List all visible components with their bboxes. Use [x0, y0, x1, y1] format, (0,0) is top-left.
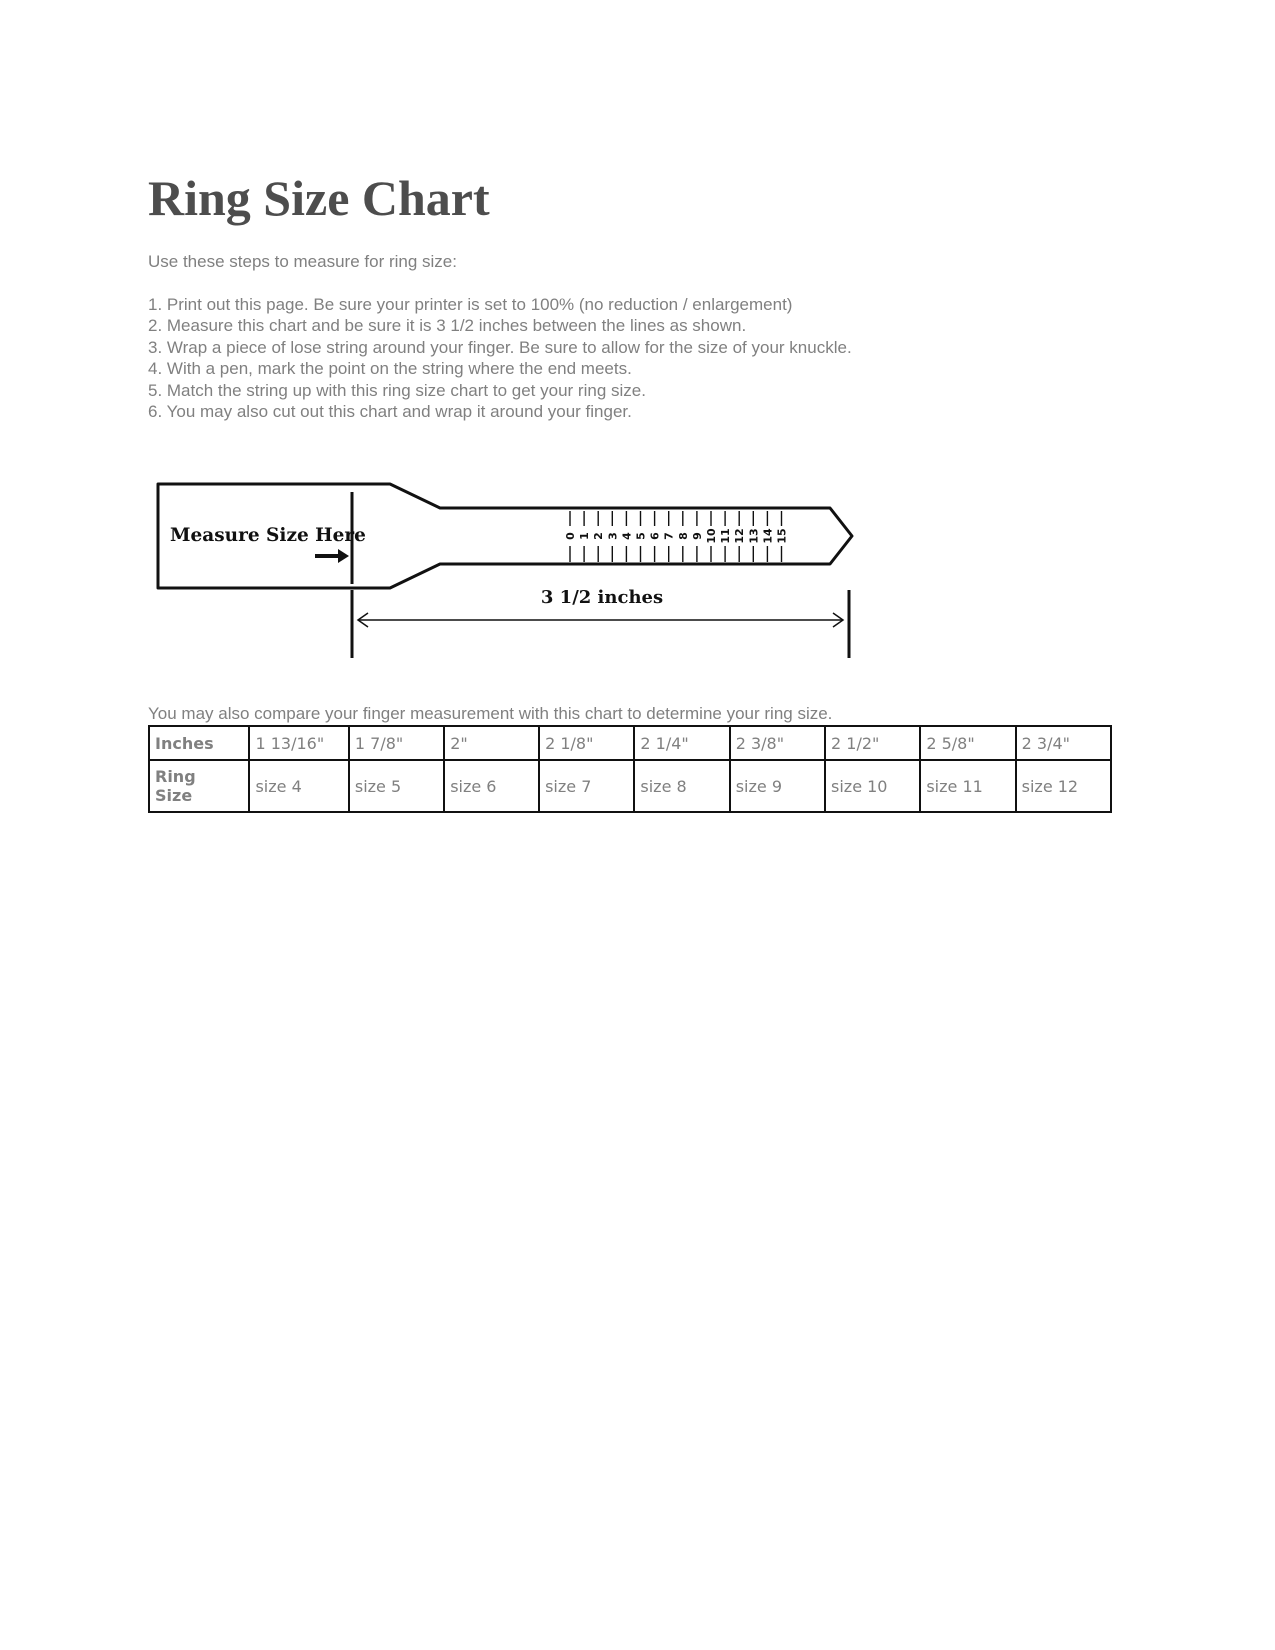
ring-size-header-line1: Ring — [155, 767, 196, 786]
tick-label: 15 — [775, 528, 789, 544]
step-item: 3. Wrap a piece of lose string around your finger. Be sure to allow for the size of your knuckle. — [148, 337, 852, 357]
table-cell: size 4 — [249, 760, 348, 812]
tick-label: 12 — [733, 528, 747, 544]
table-cell: 2 3/8" — [730, 726, 825, 760]
table-cell: size 7 — [539, 760, 634, 812]
compare-text: You may also compare your finger measurement with this chart to determine your ring size. — [148, 704, 833, 723]
table-cell: size 12 — [1016, 760, 1111, 812]
page-title: Ring Size Chart — [148, 170, 490, 226]
tick-label: 1 — [578, 532, 592, 540]
tick-label: 0 — [564, 532, 577, 540]
ring-sizer-ruler — [152, 478, 862, 673]
table-cell: size 5 — [349, 760, 444, 812]
table-cell: 1 13/16" — [249, 726, 348, 760]
step-item: 1. Print out this page. Be sure your printer is set to 100% (no reduction / enlargement) — [148, 295, 793, 314]
tick-label: 4 — [620, 532, 634, 540]
tick-label: 5 — [634, 532, 648, 540]
step-item: 4. With a pen, mark the point on the string where the end meets. — [148, 359, 632, 379]
table-cell: 1 7/8" — [349, 726, 444, 760]
inches-row — [149, 726, 1111, 760]
table-cell: 2 1/8" — [539, 726, 634, 760]
tick-label: 13 — [747, 528, 761, 544]
tick-label: 14 — [761, 528, 775, 544]
step-item: 5. Match the string up with this ring size chart to get your ring size. — [148, 380, 646, 400]
step-item: 2. Measure this chart and be sure it is 3 1/2 inches between the lines as shown. — [148, 316, 747, 336]
tick-label: 11 — [719, 528, 733, 544]
table-cell: 2 5/8" — [920, 726, 1015, 760]
intro-text: Use these steps to measure for ring size: — [148, 252, 457, 271]
ring-sizer-drawing — [152, 478, 862, 673]
table-cell: size 8 — [634, 760, 729, 812]
table-cell: size 10 — [825, 760, 920, 812]
table-cell: 2 3/4" — [1016, 726, 1111, 760]
tick-label: 6 — [648, 532, 662, 540]
table-cell: 2 1/4" — [634, 726, 729, 760]
table-cell: size 11 — [920, 760, 1015, 812]
tick-label: 9 — [690, 532, 704, 540]
tick-label: 2 — [592, 532, 606, 540]
step-item: 6. You may also cut out this chart and wrap it around your finger. — [148, 402, 632, 422]
ring-size-header — [149, 760, 249, 812]
ring-size-header-line2: Size — [155, 786, 193, 805]
table-cell: 2" — [444, 726, 539, 760]
ring-size-table — [148, 725, 1112, 813]
tick-label: 7 — [662, 532, 676, 540]
tick-label: 10 — [705, 528, 718, 544]
steps-list — [148, 294, 852, 422]
length-label: 3 1/2 inches — [540, 587, 664, 608]
measure-size-label: Measure Size Here — [170, 525, 366, 546]
ring-size-row — [149, 760, 1111, 812]
tick-label: 3 — [606, 532, 620, 540]
table-cell: size 6 — [444, 760, 539, 812]
tick-label: 8 — [676, 532, 690, 540]
table-cell: size 9 — [730, 760, 825, 812]
table-cell: 2 1/2" — [825, 726, 920, 760]
inches-header: Inches — [149, 726, 249, 760]
